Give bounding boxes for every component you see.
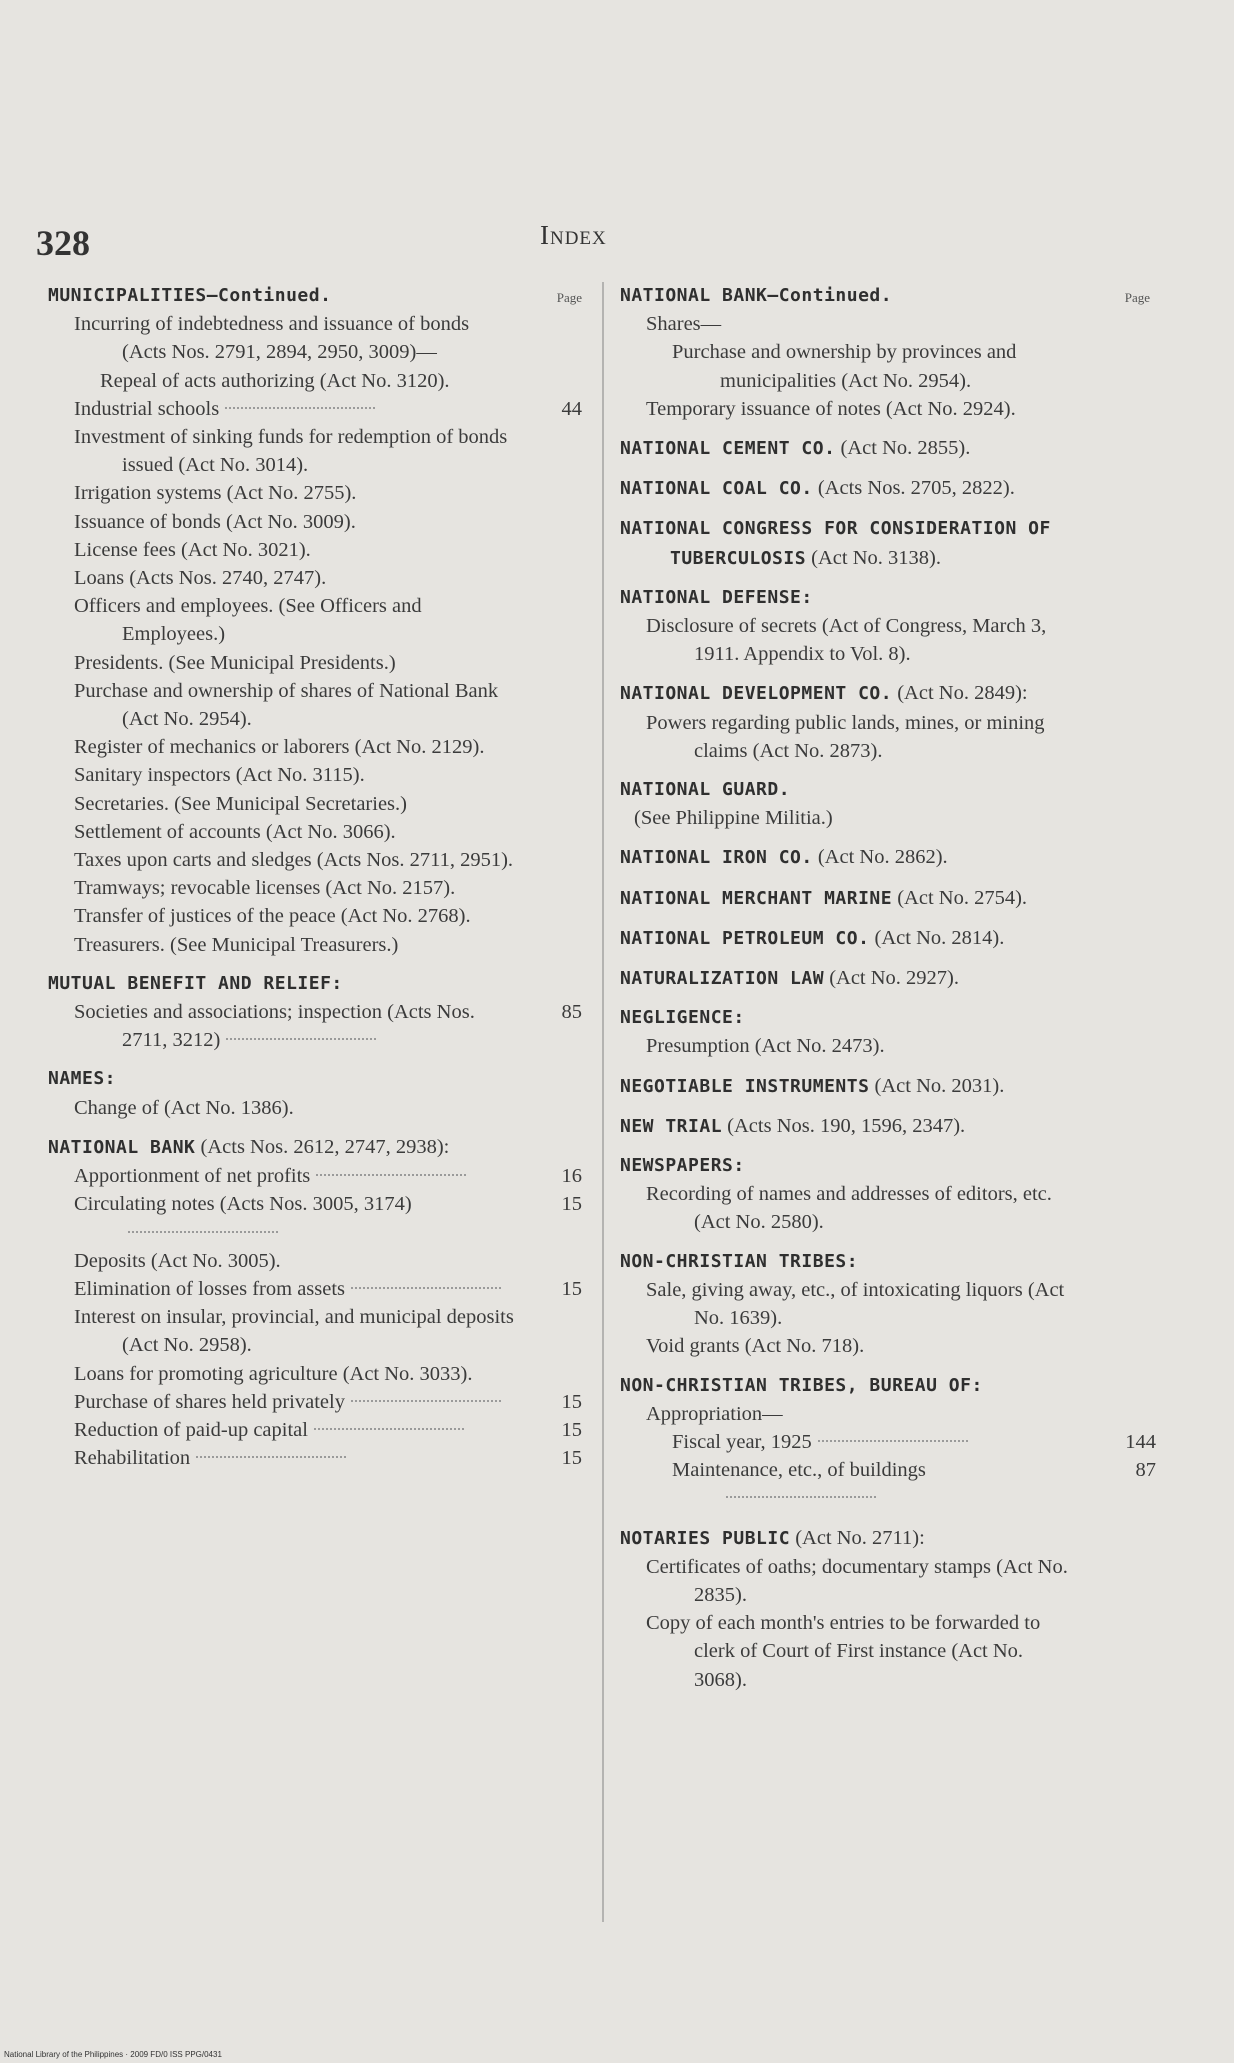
index-subentry-text: Rehabilitation bbox=[74, 1447, 191, 1470]
index-heading bbox=[620, 1152, 1150, 1180]
page-reference: 15 bbox=[561, 1418, 582, 1441]
index-subentry bbox=[620, 1609, 1150, 1694]
index-heading bbox=[620, 514, 1150, 572]
dot-leader bbox=[351, 1287, 501, 1289]
index-heading-text: MUNICIPALITIES—Continued. bbox=[48, 285, 332, 306]
index-heading bbox=[620, 474, 1150, 503]
page-reference: 15 bbox=[561, 1277, 582, 1300]
index-subentry bbox=[48, 818, 588, 846]
index-heading-reference: (Act No. 2862). bbox=[812, 846, 948, 869]
index-subentry-text: (See Philippine Militia.) bbox=[634, 807, 833, 830]
index-heading bbox=[620, 776, 1150, 804]
index-heading-text: MUTUAL BENEFIT AND RELIEF: bbox=[48, 972, 343, 994]
index-heading-reference: (Acts Nos. 2705, 2822). bbox=[812, 477, 1015, 500]
index-heading bbox=[620, 679, 1150, 708]
index-subentry-text: Deposits (Act No. 3005). bbox=[74, 1249, 281, 1272]
index-heading-text: NATIONAL DEFENSE: bbox=[620, 586, 813, 608]
index-column-left bbox=[48, 282, 588, 1472]
index-subentry-text: Repeal of acts authorizing (Act No. 3120). bbox=[100, 369, 450, 392]
index-subentry-text: Register of mechanics or laborers (Act No. 2129). bbox=[74, 736, 485, 759]
index-heading bbox=[620, 1372, 1150, 1400]
column-divider bbox=[602, 282, 604, 1922]
index-heading-reference: (Act No. 2814). bbox=[869, 926, 1005, 949]
index-subentry bbox=[620, 612, 1150, 668]
page-reference: 87 bbox=[1135, 1459, 1156, 1482]
index-subentry bbox=[48, 423, 588, 479]
index-subentry-text: Void grants (Act No. 718). bbox=[646, 1335, 865, 1358]
index-subentry-text: Reduction of paid-up capital bbox=[74, 1418, 308, 1441]
index-subentry bbox=[48, 508, 588, 536]
index-subentry bbox=[48, 1190, 588, 1246]
dot-leader bbox=[316, 1174, 466, 1176]
dot-leader bbox=[314, 1428, 464, 1430]
index-subentry-text: Appropriation— bbox=[646, 1402, 783, 1425]
index-subentry bbox=[620, 1276, 1150, 1332]
page-column-label: Page bbox=[556, 290, 582, 305]
index-heading-text: NATIONAL BANK—Continued. bbox=[620, 285, 893, 306]
index-subentry-text: Sanitary inspectors (Act No. 3115). bbox=[74, 764, 365, 787]
index-subentry-text: Officers and employees. (See Officers and Employees.) bbox=[74, 595, 422, 646]
dot-leader bbox=[225, 407, 375, 409]
page-reference: 44 bbox=[561, 397, 582, 420]
index-heading-reference: (Act No. 2754). bbox=[892, 886, 1028, 909]
index-heading-reference: (Acts Nos. 190, 1596, 2347). bbox=[722, 1114, 966, 1137]
index-subentry-text: Investment of sinking funds for redemption of bonds issued (Act No. 3014). bbox=[74, 426, 508, 477]
index-subentry bbox=[620, 395, 1150, 423]
index-subentry bbox=[48, 874, 588, 902]
index-heading bbox=[620, 1004, 1150, 1032]
index-heading-text: NEWSPAPERS: bbox=[620, 1155, 745, 1177]
index-heading-text: NATIONAL CONGRESS FOR CONSIDERATION OF TUBERCULOSIS bbox=[620, 518, 1051, 569]
index-heading-text: NATIONAL MERCHANT MARINE bbox=[620, 887, 893, 909]
index-subentry bbox=[620, 1400, 1150, 1428]
index-heading-reference: (Act No. 2031). bbox=[869, 1074, 1005, 1097]
index-heading bbox=[48, 282, 588, 310]
index-subentry bbox=[48, 564, 588, 592]
footer-credit: National Library of the Philippines · 2009 FD/0 ISS PPG/0431 bbox=[4, 2050, 222, 2059]
index-heading bbox=[620, 584, 1150, 612]
index-subentry bbox=[48, 310, 588, 366]
dot-leader bbox=[351, 1400, 501, 1402]
page-reference: 16 bbox=[561, 1165, 582, 1188]
index-subentry-text: Purchase of shares held privately bbox=[74, 1390, 345, 1413]
index-heading-text: NATIONAL COAL CO. bbox=[620, 478, 813, 500]
index-subentry-text: Secretaries. (See Municipal Secretaries.) bbox=[74, 792, 407, 815]
page-reference: 15 bbox=[561, 1447, 582, 1470]
index-subentry-text: Tramways; revocable licenses (Act No. 2157). bbox=[74, 877, 456, 900]
index-heading-text: NATIONAL DEVELOPMENT CO. bbox=[620, 683, 893, 705]
index-heading bbox=[620, 964, 1150, 993]
index-subentry-text: Loans for promoting agriculture (Act No. 3033). bbox=[74, 1362, 473, 1385]
index-heading bbox=[620, 282, 1150, 310]
index-subentry bbox=[48, 1275, 588, 1303]
index-heading bbox=[48, 970, 588, 998]
index-subentry-text: Treasurers. (See Municipal Treasurers.) bbox=[74, 933, 399, 956]
index-heading bbox=[48, 1065, 588, 1093]
index-subentry bbox=[620, 1553, 1150, 1609]
page-reference: 85 bbox=[561, 1001, 582, 1024]
index-subentry-text: Copy of each month's entries to be forwarded to clerk of Court of First instance (Act No. 3068). bbox=[646, 1612, 1041, 1691]
index-heading bbox=[620, 434, 1150, 463]
index-subentry bbox=[48, 1162, 588, 1190]
page-reference: 15 bbox=[561, 1390, 582, 1413]
index-heading-text: NAMES: bbox=[48, 1068, 117, 1090]
index-subentry-text: Recording of names and addresses of editors, etc. (Act No. 2580). bbox=[646, 1183, 1052, 1234]
index-heading-reference: (Act No. 3138). bbox=[806, 546, 941, 569]
index-subentry bbox=[48, 1303, 588, 1359]
index-subentry bbox=[48, 761, 588, 789]
index-subentry bbox=[48, 1388, 588, 1416]
index-subentry-text: Temporary issuance of notes (Act No. 2924). bbox=[646, 397, 1016, 420]
index-subentry bbox=[620, 1456, 1156, 1512]
index-heading bbox=[620, 1112, 1150, 1141]
index-subentry-text: Irrigation systems (Act No. 2755). bbox=[74, 482, 357, 505]
index-subentry-text: Incurring of indebtedness and issuance of bonds (Acts Nos. 2791, 2894, 2950, 3009)— bbox=[74, 313, 470, 364]
index-heading-reference: (Act No. 2849): bbox=[892, 682, 1028, 705]
index-subentry bbox=[48, 677, 588, 733]
running-head: Index bbox=[540, 220, 607, 250]
index-subentry bbox=[48, 536, 588, 564]
index-subentry bbox=[48, 395, 588, 423]
index-subentry-text: Loans (Acts Nos. 2740, 2747). bbox=[74, 567, 327, 590]
index-subentry bbox=[620, 310, 1150, 338]
dot-leader bbox=[226, 1038, 376, 1040]
index-heading-text: NEGOTIABLE INSTRUMENTS bbox=[620, 1075, 870, 1097]
index-subentry-text: Sale, giving away, etc., of intoxicating liquors (Act No. 1639). bbox=[646, 1278, 1065, 1330]
index-subentry-text: Issuance of bonds (Act No. 3009). bbox=[74, 510, 356, 533]
index-subentry-text: License fees (Act No. 3021). bbox=[74, 538, 311, 561]
index-subentry bbox=[620, 338, 1150, 394]
index-subentry-text: Elimination of losses from assets bbox=[74, 1277, 346, 1300]
index-subentry bbox=[48, 790, 588, 818]
index-heading-text: NATIONAL GUARD. bbox=[620, 779, 791, 801]
index-subentry bbox=[620, 804, 1150, 832]
index-heading bbox=[620, 1248, 1150, 1276]
index-heading bbox=[620, 843, 1150, 872]
index-subentry bbox=[48, 902, 588, 930]
index-subentry-text: Fiscal year, 1925 bbox=[672, 1430, 812, 1453]
index-heading-text: NON-CHRISTIAN TRIBES: bbox=[620, 1250, 859, 1272]
index-subentry-text: Presidents. (See Municipal Presidents.) bbox=[74, 651, 396, 674]
index-heading-text: NEGLIGENCE: bbox=[620, 1007, 745, 1029]
index-heading bbox=[620, 924, 1150, 953]
index-subentry-text: Taxes upon carts and sledges (Acts Nos. 2711, 2951). bbox=[74, 849, 514, 872]
dot-leader bbox=[128, 1231, 278, 1233]
index-subentry-text: Transfer of justices of the peace (Act No. 2768). bbox=[74, 905, 471, 928]
index-subentry bbox=[48, 931, 588, 959]
index-subentry bbox=[620, 1180, 1150, 1236]
index-subentry-text: Certificates of oaths; documentary stamps (Act No. 2835). bbox=[646, 1555, 1068, 1606]
index-heading-reference: (Acts Nos. 2612, 2747, 2938): bbox=[195, 1135, 450, 1158]
index-subentry-text: Interest on insular, provincial, and municipal deposits (Act No. 2958). bbox=[74, 1306, 514, 1357]
index-subentry bbox=[48, 649, 588, 677]
index-heading-text: NEW TRIAL bbox=[620, 1115, 723, 1137]
index-subentry bbox=[620, 1428, 1156, 1456]
index-subentry bbox=[48, 846, 588, 874]
page-reference: 144 bbox=[1125, 1430, 1156, 1453]
index-heading-text: NATIONAL BANK bbox=[48, 1136, 196, 1158]
index-subentry-text: Circulating notes (Acts Nos. 3005, 3174) bbox=[74, 1193, 412, 1216]
index-heading-reference: (Act No. 2711): bbox=[790, 1526, 925, 1549]
index-subentry bbox=[620, 709, 1150, 765]
index-subentry-text: Industrial schools bbox=[74, 397, 220, 420]
index-subentry bbox=[48, 1444, 588, 1472]
index-heading-reference: (Act No. 2855). bbox=[835, 437, 971, 460]
dot-leader bbox=[196, 1456, 346, 1458]
index-subentry bbox=[48, 367, 588, 395]
page-reference: 15 bbox=[561, 1193, 582, 1216]
index-subentry bbox=[620, 1032, 1150, 1060]
index-subentry-text: Presumption (Act No. 2473). bbox=[646, 1035, 885, 1058]
index-subentry-text: Shares— bbox=[646, 313, 722, 336]
index-heading-reference: (Act No. 2927). bbox=[824, 967, 960, 990]
index-subentry-text: Change of (Act No. 1386). bbox=[74, 1096, 294, 1119]
index-heading bbox=[620, 1072, 1150, 1101]
dot-leader bbox=[818, 1440, 968, 1442]
index-subentry bbox=[48, 1416, 588, 1444]
index-subentry bbox=[620, 1332, 1150, 1360]
index-heading-text: NATIONAL PETROLEUM CO. bbox=[620, 927, 870, 949]
index-subentry-text: Apportionment of net profits bbox=[74, 1165, 311, 1188]
index-heading bbox=[48, 1133, 588, 1162]
index-heading-text: NOTARIES PUBLIC bbox=[620, 1527, 791, 1549]
index-subentry bbox=[48, 479, 588, 507]
index-subentry-text: Societies and associations; inspection (Acts Nos. 2711, 3212) bbox=[74, 1001, 475, 1052]
index-heading-text: NATURALIZATION LAW bbox=[620, 968, 825, 990]
index-heading-text: NATIONAL CEMENT CO. bbox=[620, 438, 836, 460]
index-heading bbox=[620, 1524, 1150, 1553]
index-heading-text: NATIONAL IRON CO. bbox=[620, 847, 813, 869]
index-heading-text: NON-CHRISTIAN TRIBES, BUREAU OF: bbox=[620, 1374, 983, 1396]
index-subentry-text: Powers regarding public lands, mines, or mining claims (Act No. 2873). bbox=[646, 711, 1045, 762]
index-subentry bbox=[48, 1094, 588, 1122]
index-subentry-text: Maintenance, etc., of buildings bbox=[672, 1459, 926, 1482]
index-column-right bbox=[620, 282, 1156, 1694]
index-subentry-text: Purchase and ownership of shares of National Bank (Act No. 2954). bbox=[74, 679, 499, 731]
index-subentry-text: Settlement of accounts (Act No. 3066). bbox=[74, 820, 396, 843]
index-subentry-text: Disclosure of secrets (Act of Congress, March 3, 1911. Appendix to Vol. 8). bbox=[646, 615, 1047, 666]
page-column-label: Page bbox=[1124, 290, 1150, 305]
index-subentry-text: Purchase and ownership by provinces and municipalities (Act No. 2954). bbox=[672, 341, 1017, 392]
dot-leader bbox=[726, 1496, 876, 1498]
index-subentry bbox=[48, 1360, 588, 1388]
page-number: 328 bbox=[36, 223, 90, 263]
index-subentry bbox=[48, 733, 588, 761]
index-subentry bbox=[48, 592, 588, 648]
index-subentry bbox=[48, 998, 588, 1054]
index-heading bbox=[620, 884, 1150, 913]
index-subentry bbox=[48, 1247, 588, 1275]
